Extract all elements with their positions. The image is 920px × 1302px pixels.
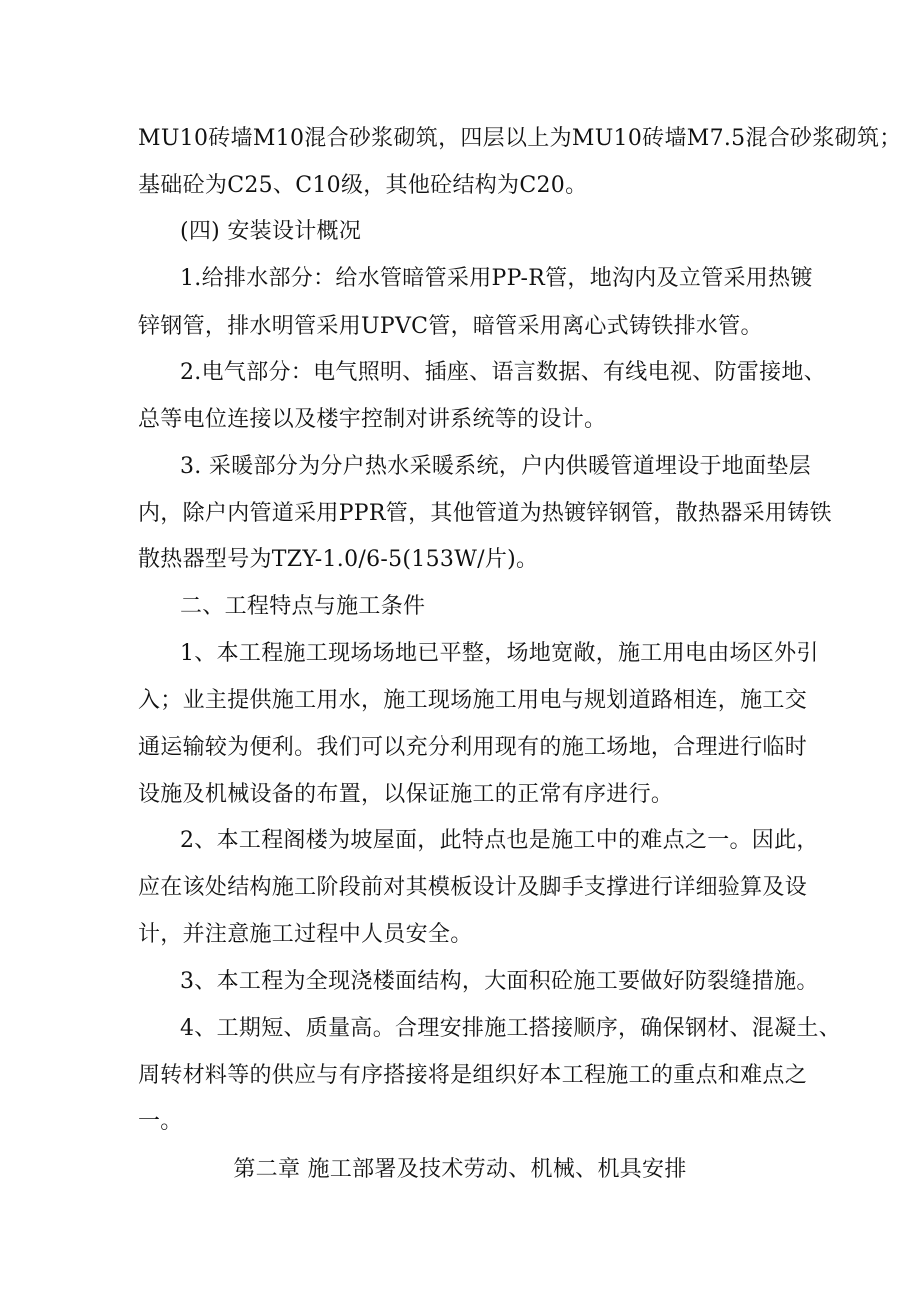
section-heading: 二、工程特点与施工条件 [180, 594, 426, 619]
paragraph-line: 基础砼为C25、C10级，其他砼结构为C20。 [138, 173, 588, 198]
paragraph-line: 计，并注意施工过程中人员安全。 [138, 922, 473, 947]
paragraph-line: 通运输较为便利。我们可以充分利用现有的施工场地，合理进行临时 [138, 735, 808, 760]
paragraph-line: 2.电气部分：电气照明、插座、语言数据、有线电视、防雷接地、 [180, 360, 826, 385]
paragraph-line: 1、本工程施工现场场地已平整，场地宽敞，施工用电由场区外引 [180, 641, 819, 666]
paragraph-line: MU10砖墙M10混合砂浆砌筑，四层以上为MU10砖墙M7.5混合砂浆砌筑； [138, 126, 902, 151]
paragraph-line: 周转材料等的供应与有序搭接将是组织好本工程施工的重点和难点之 [138, 1063, 808, 1088]
paragraph-line: 应在该处结构施工阶段前对其模板设计及脚手支撑进行详细验算及设 [138, 875, 808, 900]
paragraph-line: 2、本工程阁楼为坡屋面，此特点也是施工中的难点之一。因此， [180, 828, 819, 853]
paragraph-line: 设施及机械设备的布置，以保证施工的正常有序进行。 [138, 782, 674, 807]
chapter-heading: 第二章 施工部署及技术劳动、机械、机具安排 [233, 1157, 687, 1182]
paragraph-line: 散热器型号为TZY-1.0/6-5(153W/片)。 [138, 547, 539, 572]
paragraph-line: 3. 采暖部分为分户热水采暖系统，户内供暖管道埋设于地面垫层 [180, 454, 811, 479]
paragraph-line: 锌钢管，排水明管采用UPVC管，暗管采用离心式铸铁排水管。 [138, 314, 763, 339]
paragraph-line: 入；业主提供施工用水，施工现场施工用电与规划道路相连，施工交 [138, 688, 808, 713]
paragraph-line: 内，除户内管道采用PPR管，其他管道为热镀锌钢管，散热器采用铸铁 [138, 501, 832, 526]
paragraph-line: 4、工期短、质量高。合理安排施工搭接顺序，确保钢材、混凝土、 [180, 1016, 841, 1041]
paragraph-line: 3、本工程为全现浇楼面结构，大面积砼施工要做好防裂缝措施。 [180, 969, 819, 994]
section-heading: (四) 安装设计概况 [180, 219, 362, 244]
paragraph-line: 一。 [138, 1109, 183, 1134]
paragraph-line: 1.给排水部分：给水管暗管采用PP-R管，地沟内及立管采用热镀 [180, 266, 813, 291]
paragraph-line: 总等电位连接以及楼宇控制对讲系统等的设计。 [138, 407, 607, 432]
